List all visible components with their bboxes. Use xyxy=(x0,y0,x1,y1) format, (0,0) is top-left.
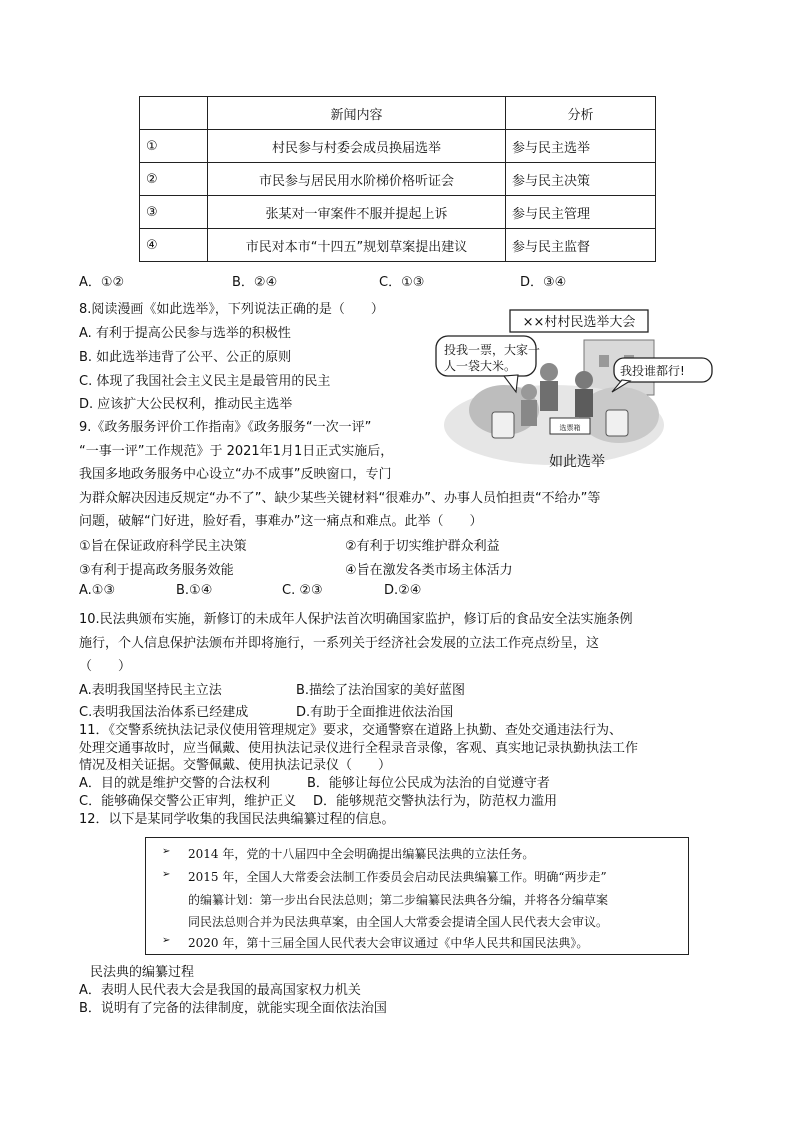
person-head xyxy=(521,384,537,400)
bubble-left-line1: 投我一票，大家一 xyxy=(444,343,541,357)
q12-stem: 12．以下是某同学收集的我国民法典编纂过程的信息。 xyxy=(79,812,395,827)
q9-line2: “一事一评”工作规范》于 2021年1月1日正式实施后， xyxy=(79,444,394,459)
news-table xyxy=(139,96,656,262)
q9-line3: 我国多地政务服务中心设立“办不成事”反映窗口，专门 xyxy=(79,467,392,482)
q9-option-c[interactable]: C. ②③ xyxy=(282,583,323,598)
info-line-5: 2020 年，第十三届全国人民代表大会审议通过《中华人民共和国民法典》。 xyxy=(188,936,589,950)
q9-item-1: ①旨在保证政府科学民主决策 xyxy=(79,539,247,554)
q11-option-d[interactable]: D．能够规范交警执法行为，防范权力滥用 xyxy=(313,794,558,809)
q11-option-a[interactable]: A．目的就是维护交警的合法权利 xyxy=(79,776,270,791)
q12-option-b[interactable]: B．说明有了完备的法律制度，就能实现全面依法治国 xyxy=(79,1001,387,1016)
table-row xyxy=(140,163,656,196)
q8-option-a[interactable]: A. 有利于提高公民参与选举的积极性 xyxy=(79,326,291,341)
q10-option-d[interactable]: D.有助于全面推进依法治国 xyxy=(296,705,454,720)
q7-option-a[interactable]: A．①② xyxy=(79,275,125,290)
q10-option-a[interactable]: A.表明我国坚持民主立法 xyxy=(79,683,222,698)
rice-bag-shape xyxy=(606,410,628,436)
person-body xyxy=(540,381,558,411)
cartoon-drawing xyxy=(434,300,685,475)
q10-option-b[interactable]: B.描绘了法治国家的美好蓝图 xyxy=(296,683,466,698)
person-body xyxy=(575,389,593,417)
info-line-2: 2015 年，全国人大常委会法制工作委员会启动民法典编纂工作。明确“两步走” xyxy=(188,870,607,884)
q11-line3: 情况及相关证据。交警佩戴、使用执法记录仪（ ） xyxy=(79,758,392,773)
bubble-left-line2: 人一袋大米。 xyxy=(444,359,517,373)
q9-option-d[interactable]: D.②④ xyxy=(384,583,422,598)
window-shape xyxy=(599,355,609,367)
q9-item-3: ③有利于提高政务服务效能 xyxy=(79,563,234,578)
q11-option-b[interactable]: B．能够让每位公民成为法治的自觉遵守者 xyxy=(307,776,550,791)
table-row xyxy=(140,196,656,229)
q9-line5: 问题，破解“门好进，脸好看，事难办”这一痛点和难点。此举（ ） xyxy=(79,514,483,529)
table-cell xyxy=(140,97,208,130)
table-cell: 市民对本市“十四五”规划草案提出建议 xyxy=(208,229,506,262)
q8-stem: 8.阅读漫画《如此选举》，下列说法正确的是（ ） xyxy=(79,302,384,317)
person-head xyxy=(540,363,558,381)
arrow-bullet-icon: ➢ xyxy=(162,869,171,880)
q11-line1: 11．《交警系统执法记录仪使用管理规定》要求，交通警察在道路上执勤、查处交通违法行为、 xyxy=(79,723,623,738)
table-cell: 参与民主决策 xyxy=(506,163,656,196)
table-cell: ② xyxy=(140,163,208,196)
q12-after-box: 民法典的编纂过程 xyxy=(90,965,195,980)
table-header-analysis: 分析 xyxy=(506,97,656,130)
ballot-box-label: 选票箱 xyxy=(559,424,581,432)
bubble-right-text: 我投谁都行! xyxy=(620,364,685,378)
q10-line1: 10.民法典颁布实施，新修订的未成年人保护法首次明确国家监护，修订后的食品安全法实施条例 xyxy=(79,612,633,627)
table-header-news: 新闻内容 xyxy=(208,97,506,130)
q10-line2: 施行，个人信息保护法颁布并即将施行，一系列关于经济社会发展的立法工作亮点纷呈，这 xyxy=(79,636,600,651)
q9-line4: 为群众解决因违反规定“办不了”、缺少某些关键材料“很难办”、办事人员怕担责“不给办”等 xyxy=(79,491,601,506)
q7-option-d[interactable]: D．③④ xyxy=(520,275,567,290)
q11-line2: 处理交通事故时，应当佩戴、使用执法记录仪进行全程录音录像，客观、真实地记录执勤执法工作 xyxy=(79,741,639,756)
q7-option-c[interactable]: C．①③ xyxy=(379,275,425,290)
table-cell: 市民参与居民用水阶梯价格听证会 xyxy=(208,163,506,196)
civil-code-info-box xyxy=(145,837,689,955)
q9-item-4: ④旨在激发各类市场主体活力 xyxy=(345,563,513,578)
table-cell: 张某对一审案件不服并提起上诉 xyxy=(208,196,506,229)
table-cell: 参与民主选举 xyxy=(506,130,656,163)
q9-line1: 9.《政务服务评价工作指南》《政务服务“一次一评” xyxy=(79,420,372,435)
arrow-bullet-icon: ➢ xyxy=(162,935,171,946)
q10-option-c[interactable]: C.表明我国法治体系已经建成 xyxy=(79,705,249,720)
q7-option-b[interactable]: B．②④ xyxy=(232,275,278,290)
q10-line3: （ ） xyxy=(79,659,132,674)
table-cell: 参与民主监督 xyxy=(506,229,656,262)
table-row xyxy=(140,229,656,262)
q11-option-c[interactable]: C．能够确保交警公正审判，维护正义 xyxy=(79,794,297,809)
table-row xyxy=(140,130,656,163)
info-line-3: 的编纂计划：第一步出台民法总则；第二步编纂民法典各分编，并将各分编草案 xyxy=(188,893,609,907)
info-line-4: 同民法总则合并为民法典草案，由全国人大常委会提请全国人民代表大会审议。 xyxy=(188,915,609,929)
table-cell: ③ xyxy=(140,196,208,229)
person-head xyxy=(575,371,593,389)
person-body xyxy=(521,400,537,426)
table-cell: ④ xyxy=(140,229,208,262)
table-header-row xyxy=(140,97,656,130)
banner-text: ××村村民选举大会 xyxy=(522,315,636,330)
table-cell: ① xyxy=(140,130,208,163)
q9-option-b[interactable]: B.①④ xyxy=(176,583,213,598)
cartoon-illustration xyxy=(434,300,685,475)
table-cell: 村民参与村委会成员换届选举 xyxy=(208,130,506,163)
q9-item-2: ②有利于切实维护群众利益 xyxy=(345,539,500,554)
info-line-1: 2014 年，党的十八届四中全会明确提出编纂民法典的立法任务。 xyxy=(188,847,535,861)
cartoon-caption: 如此选举 xyxy=(549,454,605,470)
q8-option-b[interactable]: B. 如此选举违背了公平、公正的原则 xyxy=(79,350,292,365)
q8-option-d[interactable]: D. 应该扩大公民权利，推动民主选举 xyxy=(79,397,293,412)
q9-option-a[interactable]: A.①③ xyxy=(79,583,116,598)
q12-option-a[interactable]: A．表明人民代表大会是我国的最高国家权力机关 xyxy=(79,983,361,998)
arrow-bullet-icon: ➢ xyxy=(162,846,171,857)
rice-bag-shape xyxy=(492,412,514,438)
table-cell: 参与民主管理 xyxy=(506,196,656,229)
q8-option-c[interactable]: C. 体现了我国社会主义民主是最管用的民主 xyxy=(79,374,331,389)
